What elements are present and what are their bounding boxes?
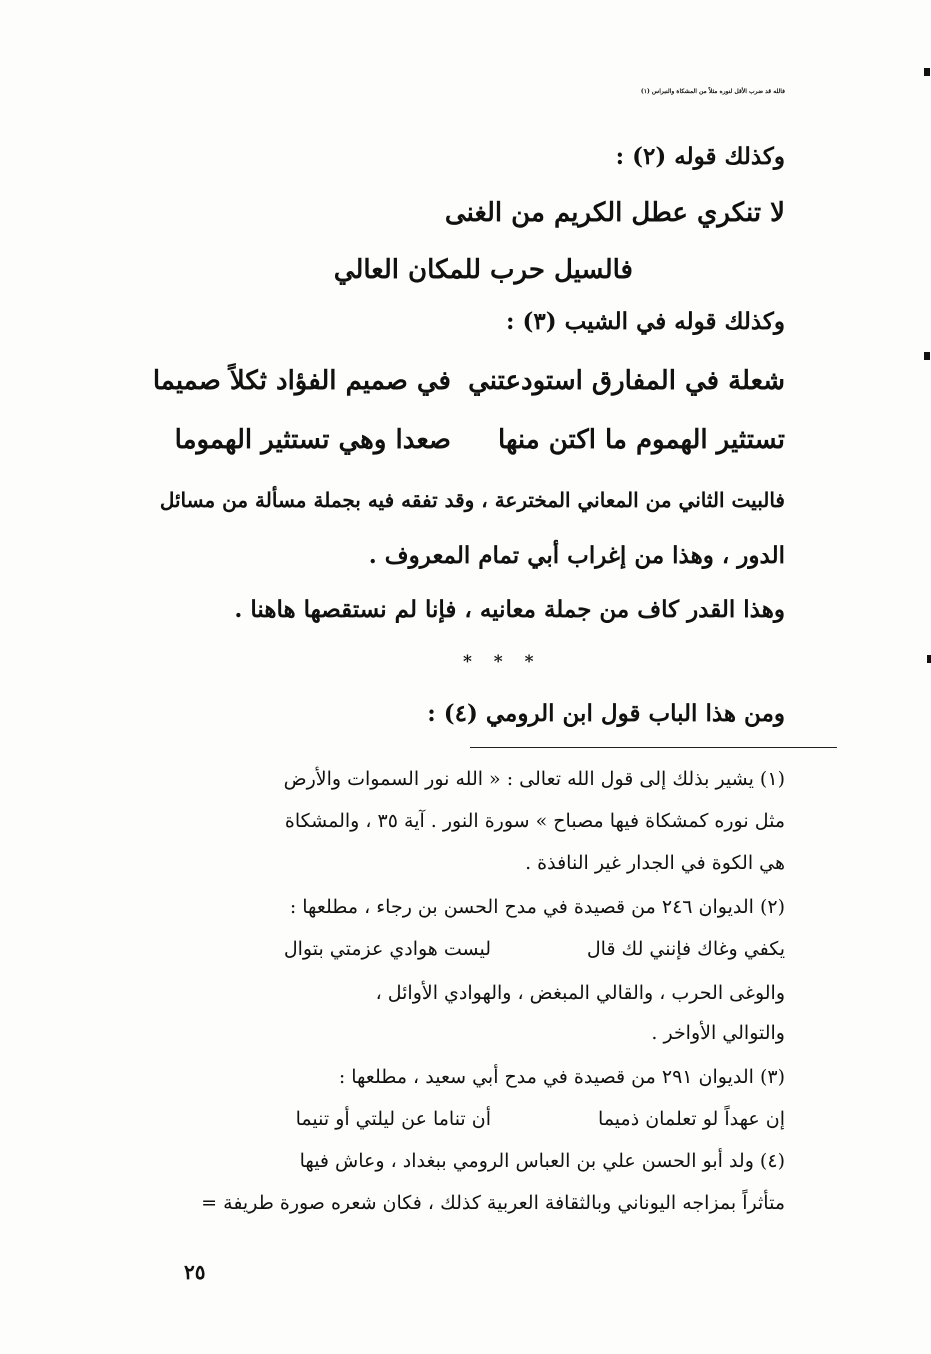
verse-3a-first-hemistich: شعلة في المفارق استودعتني xyxy=(468,366,785,396)
footnote-4-line-1: (٤) ولد أبو الحسن علي بن العباس الرومي ببغداد ، وعاش فيها xyxy=(299,1150,785,1172)
paragraph-2: وهذا القدر كاف من جملة معانيه ، فإنا لم نستقصها هاهنا . xyxy=(234,596,785,623)
intro-quote-2: وكذلك قوله (٢) : xyxy=(615,143,785,170)
paragraph-1-line-1: فالبيت الثاني من المعاني المخترعة ، وقد تفقه فيه بجملة مسألة من مسائل xyxy=(159,488,785,512)
verse-3b-second-hemistich: صعدا وهي تستثير الهموما xyxy=(174,425,451,455)
footnote-3-line-1: (٣) الديوان ٢٩١ من قصيدة في مدح أبي سعيد ، مطلعها : xyxy=(338,1066,785,1088)
footnote-2-line-3: والوغى الحرب ، والقالي المبغض ، والهوادي الأوائل ، xyxy=(375,982,785,1004)
footnote-3-verse-second-hemistich: أن تناما عن ليلتي أو تنيما xyxy=(295,1108,491,1130)
footnote-1-line-2: مثل نوره كمشكاة فيها مصباح » سورة النور . آية ٣٥ ، والمشكاة xyxy=(284,810,785,832)
section-separator: * * * xyxy=(463,652,542,672)
verse-3a-second-hemistich: في صميم الفؤاد ثكلاً صميما xyxy=(152,366,451,396)
margin-mark xyxy=(924,352,930,360)
page-number: ٢٥ xyxy=(184,1260,206,1284)
footnote-2-line-4: والتوالي الأواخر . xyxy=(651,1022,785,1044)
margin-mark xyxy=(927,655,931,663)
verse-3b-first-hemistich: تستثير الهموم ما اكتن منها xyxy=(498,425,785,455)
footnote-4-line-2: متأثراً بمزاجه اليوناني وبالثقافة العربية كذلك ، فكان شعره صورة طريفة = xyxy=(201,1192,785,1214)
verse-line-2a: لا تنكري عطل الكريم من الغنى xyxy=(444,198,785,228)
verse-line-1: فالله قد ضرب الأقل لنوره مثلاً من المشكاة والنبراس (١) xyxy=(640,88,785,95)
verse-line-2b: فالسيل حرب للمكان العالي xyxy=(333,255,633,285)
footnote-divider xyxy=(470,747,837,748)
footnote-2-verse-second-hemistich: ليست هوادي عزمتي بتوال xyxy=(283,938,491,960)
footnote-1-line-1: (١) يشير بذلك إلى قول الله تعالى : « الله نور السموات والأرض xyxy=(283,768,785,790)
footnote-2-line-1: (٢) الديوان ٢٤٦ من قصيدة في مدح الحسن بن رجاء ، مطلعها : xyxy=(289,896,785,918)
footnote-1-line-3: هي الكوة في الجدار غير النافذة . xyxy=(525,852,785,874)
intro-quote-3: وكذلك قوله في الشيب (٣) : xyxy=(505,308,785,335)
intro-quote-4: ومن هذا الباب قول ابن الرومي (٤) : xyxy=(427,700,785,727)
footnote-3-verse-first-hemistich: إن عهداً لو تعلمان ذميما xyxy=(598,1108,785,1130)
margin-mark xyxy=(924,68,930,76)
paragraph-1-line-2: الدور ، وهذا من إغراب أبي تمام المعروف . xyxy=(368,542,785,569)
footnote-2-verse-first-hemistich: يكفي وغاك فإنني لك قال xyxy=(586,938,785,960)
